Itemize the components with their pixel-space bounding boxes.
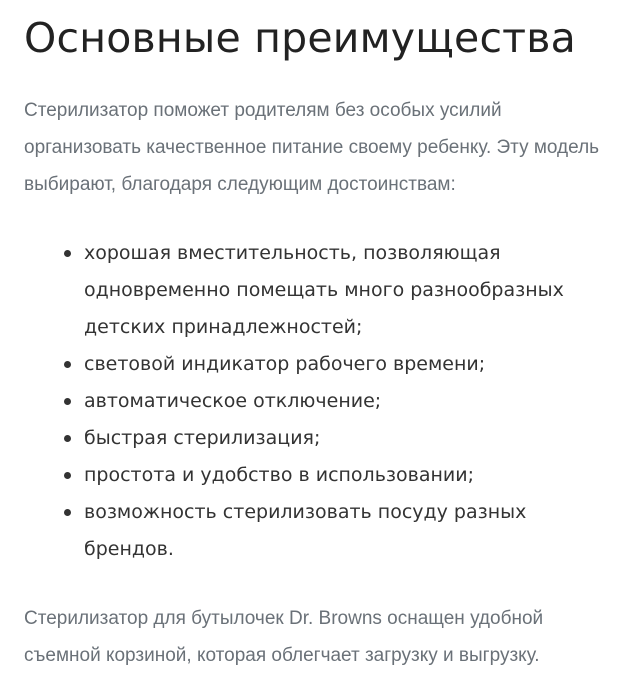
list-item-text: автоматическое отключение; <box>84 390 382 412</box>
bullet-icon <box>64 398 71 405</box>
list-item <box>84 235 599 346</box>
intro-paragraph: Стерилизатор поможет родителям без особых усилий организовать качественное питание своему ребенку. Эту модель выбирают, благодаря следующим достоинствам: <box>24 100 600 195</box>
list-item-text: возможность стерилизовать посуду разных брендов. <box>84 501 527 560</box>
list-item <box>84 494 599 568</box>
list-item <box>84 346 599 383</box>
list-item-text: быстрая стерилизация; <box>84 427 321 449</box>
list-item <box>84 420 599 457</box>
bullet-icon <box>64 435 71 442</box>
benefits-list <box>24 235 614 568</box>
list-item-text: хорошая вместительность, позволяющая одновременно помещать много разнообразных детских принадлежностей; <box>84 242 564 338</box>
list-item-text: простота и удобство в использовании; <box>84 464 474 486</box>
list-item <box>84 457 599 494</box>
list-item-text: световой индикатор рабочего времени; <box>84 353 486 375</box>
list-item <box>84 383 599 420</box>
bullet-icon <box>64 361 71 368</box>
outro-paragraph: Стерилизатор для бутылочек Dr. Browns оснащен удобной съемной корзиной, которая облегчает загрузку и выгрузку. <box>24 608 544 666</box>
article-content <box>24 0 614 674</box>
bullet-icon <box>64 250 71 257</box>
page-title: Основные преимущества <box>24 14 576 62</box>
bullet-icon <box>64 509 71 516</box>
bullet-icon <box>64 472 71 479</box>
